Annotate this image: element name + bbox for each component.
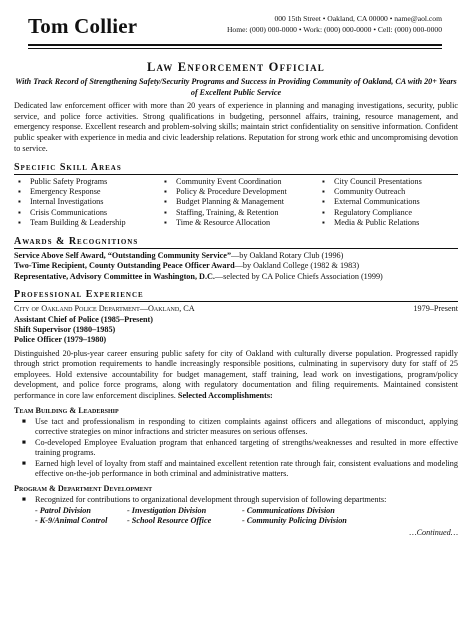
skills-column-3 bbox=[322, 177, 462, 229]
program-development-bullets bbox=[14, 495, 458, 505]
skill-item: ▪ Staffing, Training, & Retention bbox=[164, 208, 322, 218]
role-title: Police Officer (1979–1980) bbox=[14, 334, 107, 344]
role-title: Assistant Chief of Police (1985–Present) bbox=[14, 314, 154, 324]
award-item bbox=[14, 251, 458, 262]
phone-line: Home: (000) 000-0000 • Work: (000) 000-0000 • Cell: (000) 000-0000 bbox=[226, 25, 442, 34]
skill-item: ▪ Crisis Communications bbox=[18, 208, 164, 218]
awards-heading: Awards & Recognitions bbox=[14, 235, 139, 247]
roles-list bbox=[14, 315, 458, 345]
accomplishments-label: Selected Accomplishments: bbox=[177, 390, 273, 400]
accomplishment-item: ■ Co-developed Employee Evaluation program that enhanced targeting of strengths/weaknesses and resulted in more effective training programs. bbox=[14, 438, 458, 459]
address-line: 000 15th Street • Oakland, CA 00000 • name@aol.com bbox=[274, 14, 442, 23]
role-title: Shift Supervisor (1980–1985) bbox=[14, 324, 116, 334]
divisions-list bbox=[14, 506, 458, 526]
award-title: Two-Time Recipient, County Outstanding Peace Officer Award bbox=[14, 261, 235, 271]
employer-line bbox=[14, 304, 458, 315]
accomplishment-item: ■ Recognized for contributions to organizational development through supervision of following departments: bbox=[14, 495, 458, 505]
divisions-column-3 bbox=[242, 506, 422, 526]
skill-item: ▪ Internal Investigations bbox=[18, 197, 164, 207]
skill-item: ▪ Time & Resource Allocation bbox=[164, 218, 322, 228]
resume-header bbox=[14, 0, 458, 44]
accomplishment-item: ■ Use tact and professionalism in responding to citizen complaints against officers and allegations of misconduct, applying corrective strategies on minor infractions and stricter measures on serious offenses. bbox=[14, 417, 458, 438]
division-item: - Patrol Division bbox=[35, 506, 127, 516]
job-description-text: Distinguished 20-plus-year career ensuring public safety for city of Oakland with culturally diverse population. Progressed rapidly through strict promotion requirements to handle increasingly responsible positions, culminating in supervisory duty for staff of 25 employees. Hold extensive accountability for budget management, staff training, lead work on investigations, program/policy development, and police force programs, along with regulatory documentation and filing requirements. Maintained consistent performance in core law enforcement disciplines. bbox=[14, 348, 458, 400]
section-rule bbox=[14, 248, 458, 249]
employer-name: City of Oakland Police Department—Oakland, CA bbox=[14, 304, 195, 314]
skill-item: ▪ Team Building & Leadership bbox=[18, 218, 164, 228]
skill-item: ▪ Policy & Procedure Development bbox=[164, 187, 322, 197]
skill-item: ▪ Community Outreach bbox=[322, 187, 462, 197]
division-item: - School Resource Office bbox=[127, 516, 242, 526]
job-description bbox=[14, 349, 458, 402]
award-source: —selected by CA Police Chiefs Association (1999) bbox=[214, 271, 383, 281]
skills-column-1 bbox=[14, 177, 164, 229]
skill-item: ▪ Emergency Response bbox=[18, 187, 164, 197]
candidate-name: Tom Collier bbox=[28, 14, 138, 38]
divisions-column-1 bbox=[35, 506, 127, 526]
division-item: - Communications Division bbox=[242, 506, 422, 516]
program-development-heading: Program & Department Development bbox=[14, 484, 153, 494]
skills-grid bbox=[14, 177, 458, 229]
employment-dates: 1979–Present bbox=[413, 304, 458, 314]
award-item bbox=[14, 261, 458, 272]
objective-title: Law Enforcement Official bbox=[147, 60, 325, 74]
skill-item: ▪ City Council Presentations bbox=[322, 177, 462, 187]
skill-item: ▪ External Communications bbox=[322, 197, 462, 207]
division-item: - Community Policing Division bbox=[242, 516, 422, 526]
skill-item: ▪ Budget Planning & Management bbox=[164, 197, 322, 207]
section-rule bbox=[14, 174, 458, 175]
header-rule-thin bbox=[28, 48, 442, 49]
contact-info bbox=[227, 13, 442, 35]
skill-item: ▪ Regulatory Compliance bbox=[322, 208, 462, 218]
skills-column-2 bbox=[164, 177, 322, 229]
experience-heading: Professional Experience bbox=[14, 289, 144, 301]
award-source: —by Oakland Rotary Club (1996) bbox=[231, 250, 344, 260]
skill-item: ▪ Media & Public Relations bbox=[322, 218, 462, 228]
header-rule-thick bbox=[28, 44, 442, 46]
divisions-column-2 bbox=[127, 506, 242, 526]
team-building-bullets bbox=[14, 417, 458, 479]
skill-item: ▪ Community Event Coordination bbox=[164, 177, 322, 187]
awards-list bbox=[14, 251, 458, 283]
skill-item: ▪ Public Safety Programs bbox=[18, 177, 164, 187]
team-building-heading: Team Building & Leadership bbox=[14, 406, 119, 416]
award-item bbox=[14, 272, 458, 283]
division-item: - Investigation Division bbox=[127, 506, 242, 516]
section-rule bbox=[14, 301, 458, 302]
skills-heading: Specific Skill Areas bbox=[14, 161, 122, 173]
continued-marker: …Continued… bbox=[409, 528, 458, 538]
accomplishment-item: ■ Earned high level of loyalty from staff and maintained excellent retention rate through fair, consistent evaluations and modeling effective on-the-job performance in both criminal and administrative matters. bbox=[14, 459, 458, 480]
division-item: - K-9/Animal Control bbox=[35, 516, 127, 526]
summary-paragraph: Dedicated law enforcement officer with more than 20 years of experience in planning and managing investigations, security, public service, and police force activities. Strong qualifications in budgeting, personnel affairs, training, resource management, and emergency response. Excellent research and problem-solving skills; maintain strict confidentiality on sensitive information. Confident public speaker with experience in media and civic leadership relations. Reputation for strong work ethic and uncompromising devotion to service. bbox=[14, 101, 458, 153]
award-title: Representative, Advisory Committee in Washington, D.C. bbox=[14, 271, 215, 281]
objective-tagline: With Track Record of Strengthening Safety/Security Programs and Success in Providing Community of Oakland, CA with 20+ Years of Excellent Public Service bbox=[15, 77, 457, 97]
award-title: Service Above Self Award, “Outstanding Community Service” bbox=[14, 250, 232, 260]
award-source: —by Oakland College (1982 & 1983) bbox=[234, 261, 360, 271]
